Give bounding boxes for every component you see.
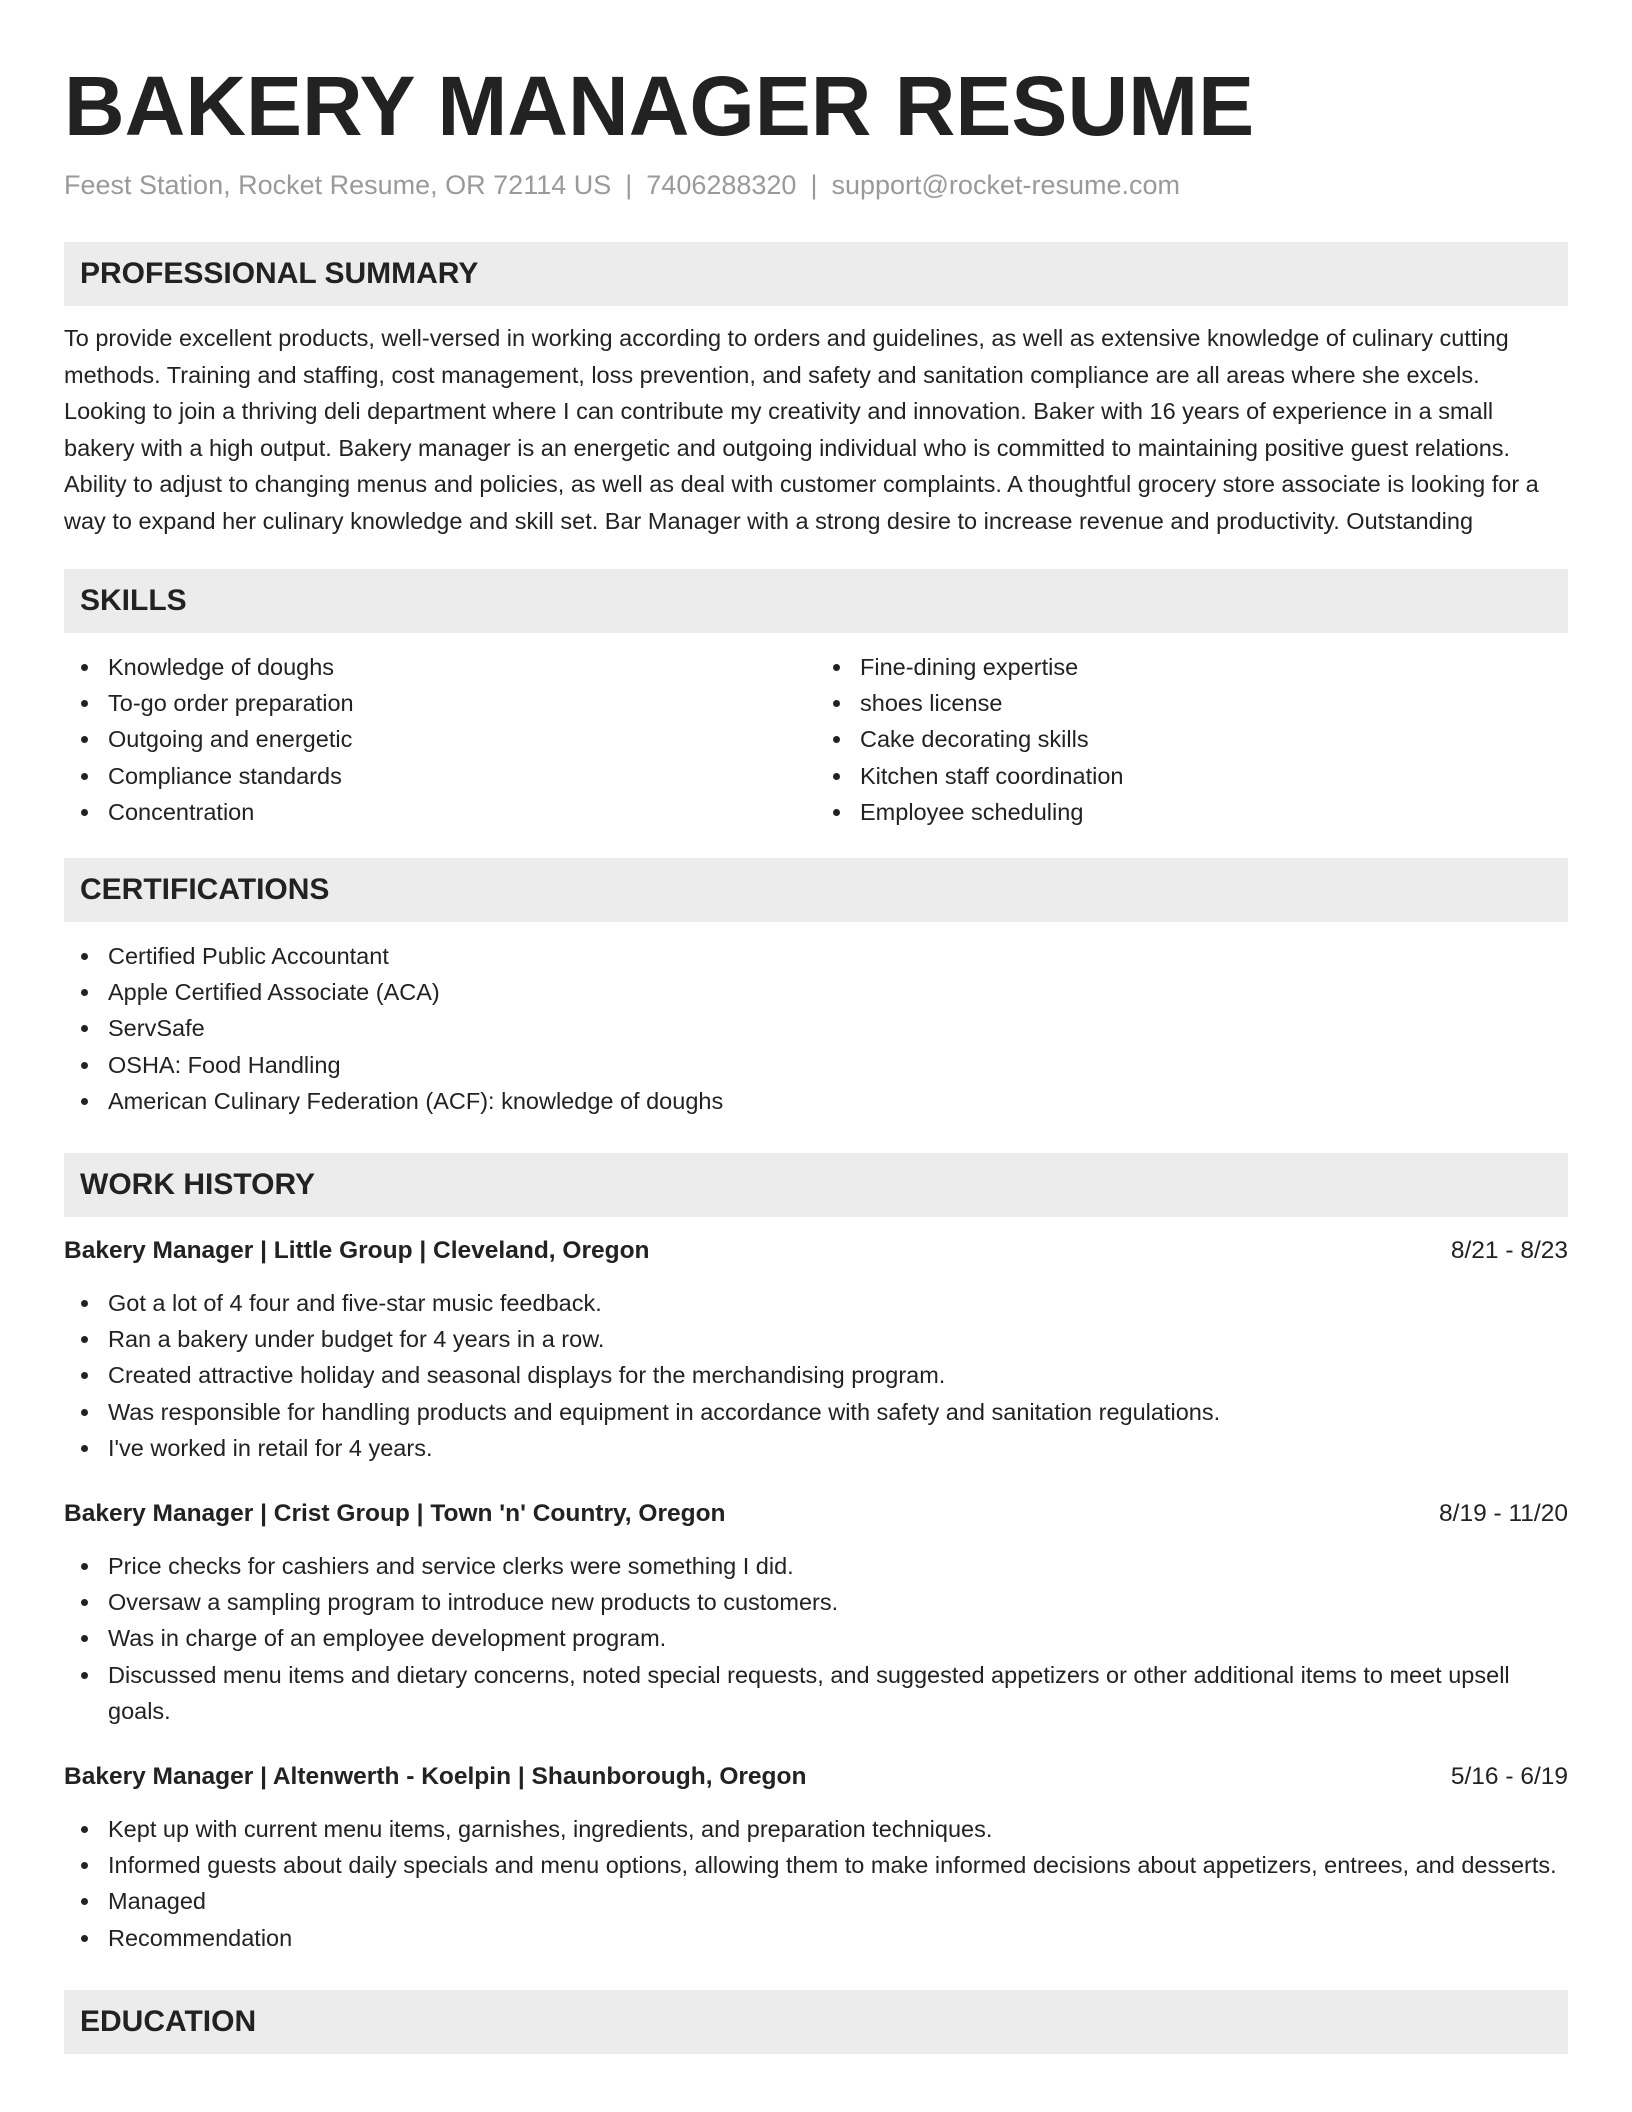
job-bullet: Oversaw a sampling program to introduce new products to customers. bbox=[108, 1584, 1568, 1620]
skill-item: Cake decorating skills bbox=[860, 721, 1568, 757]
certification-item: American Culinary Federation (ACF): knowledge of doughs bbox=[108, 1083, 1568, 1119]
section-header-certifications: CERTIFICATIONS bbox=[64, 858, 1568, 922]
job-bullet: Was responsible for handling products and equipment in accordance with safety and sanitation regulations. bbox=[108, 1394, 1568, 1430]
job-bullet: Got a lot of 4 four and five-star music feedback. bbox=[108, 1285, 1568, 1321]
certification-item: Certified Public Accountant bbox=[108, 938, 1568, 974]
certification-item: OSHA: Food Handling bbox=[108, 1047, 1568, 1083]
job-dates: 8/19 - 11/20 bbox=[1439, 1500, 1568, 1528]
skill-item: To-go order preparation bbox=[108, 685, 816, 721]
certifications-list bbox=[64, 938, 1568, 1119]
job-dates: 8/21 - 8/23 bbox=[1450, 1237, 1568, 1265]
job-bullet: Was in charge of an employee development program. bbox=[108, 1620, 1568, 1656]
job-bullet: Managed bbox=[108, 1883, 1568, 1919]
section-header-summary: PROFESSIONAL SUMMARY bbox=[64, 242, 1568, 306]
job-bullet: Kept up with current menu items, garnishes, ingredients, and preparation techniques. bbox=[108, 1811, 1568, 1847]
section-header-skills: SKILLS bbox=[64, 569, 1568, 633]
skill-item: Employee scheduling bbox=[860, 794, 1568, 830]
resume-page bbox=[64, 0, 1568, 2054]
skill-item: Fine-dining expertise bbox=[860, 649, 1568, 685]
summary-text: To provide excellent products, well-versed in working according to orders and guidelines, as well as extensive knowledge of culinary cutting methods. Training and staffing, cost management, loss prevention, and safety and sanitation compliance are all areas where she excels. Looking to join a thriving deli department where I can contribute my creativity and innovation. Baker with 16 years of experience in a small bakery with a high output. Bakery manager is an energetic and outgoing individual who is committed to maintaining positive guest relations. Ability to adjust to changing menus and policies, as well as deal with customer complaints. A thoughtful grocery store associate is looking for a way to expand her culinary knowledge and skill set. Bar Manager with a strong desire to increase revenue and productivity. Outstanding bbox=[64, 325, 1539, 534]
certification-item: Apple Certified Associate (ACA) bbox=[108, 974, 1568, 1010]
skills-column-left bbox=[64, 649, 816, 830]
skill-item: Knowledge of doughs bbox=[108, 649, 816, 685]
resume-title: BAKERY MANAGER RESUME bbox=[64, 59, 1255, 153]
job-title: Bakery Manager | Altenwerth - Koelpin | Shaunborough, Oregon bbox=[64, 1763, 807, 1791]
skills-column-right bbox=[816, 649, 1568, 830]
job-title: Bakery Manager | Little Group | Cleveland, Oregon bbox=[64, 1237, 650, 1265]
skill-item: Concentration bbox=[108, 794, 816, 830]
skill-item: shoes license bbox=[860, 685, 1568, 721]
section-header-work-history: WORK HISTORY bbox=[64, 1153, 1568, 1217]
job-bullet: Ran a bakery under budget for 4 years in a row. bbox=[108, 1321, 1568, 1357]
job-title: Bakery Manager | Crist Group | Town 'n' Country, Oregon bbox=[64, 1500, 726, 1528]
job-bullet: Created attractive holiday and seasonal displays for the merchandising program. bbox=[108, 1357, 1568, 1393]
job-bullet: Price checks for cashiers and service clerks were something I did. bbox=[108, 1548, 1568, 1584]
job-bullet: I've worked in retail for 4 years. bbox=[108, 1430, 1568, 1466]
job-dates: 5/16 - 6/19 bbox=[1450, 1763, 1568, 1791]
contact-line bbox=[64, 168, 1568, 202]
skill-item: Compliance standards bbox=[108, 758, 816, 794]
job-header bbox=[64, 1233, 1568, 1269]
contact-separator: | bbox=[625, 170, 633, 200]
skills-grid bbox=[64, 649, 1568, 830]
job-bullets bbox=[64, 1811, 1568, 1956]
job-bullets bbox=[64, 1285, 1568, 1466]
job-entry bbox=[64, 1496, 1568, 1729]
job-entry bbox=[64, 1233, 1568, 1466]
contact-phone: 7406288320 bbox=[646, 170, 797, 200]
job-bullet: Informed guests about daily specials and menu options, allowing them to make informed decisions about appetizers, entrees, and desserts. bbox=[108, 1847, 1568, 1883]
contact-address: Feest Station, Rocket Resume, OR 72114 US bbox=[64, 170, 612, 200]
contact-separator: | bbox=[810, 170, 818, 200]
skill-item: Kitchen staff coordination bbox=[860, 758, 1568, 794]
job-bullets bbox=[64, 1548, 1568, 1729]
job-header bbox=[64, 1759, 1568, 1795]
job-header bbox=[64, 1496, 1568, 1532]
contact-email: support@rocket-resume.com bbox=[831, 170, 1180, 200]
job-bullet: Discussed menu items and dietary concerns, noted special requests, and suggested appetizers or other additional items to meet upsell goals. bbox=[108, 1657, 1568, 1729]
job-entry bbox=[64, 1759, 1568, 1956]
job-bullet: Recommendation bbox=[108, 1920, 1568, 1956]
certification-item: ServSafe bbox=[108, 1010, 1568, 1046]
section-header-education: EDUCATION bbox=[64, 1990, 1568, 2054]
skill-item: Outgoing and energetic bbox=[108, 721, 816, 757]
